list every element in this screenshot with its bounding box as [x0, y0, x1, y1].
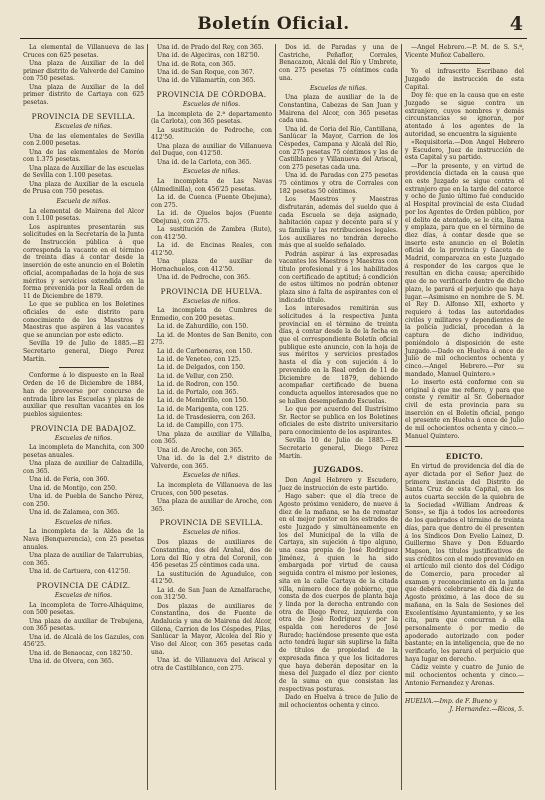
separator-rule [405, 446, 524, 447]
paragraph: Una plaza de auxiliar de Hornachuelos, con 412'50. [151, 258, 272, 273]
paragraph: Podrán aspirar á las expresadas vacantes los Maestros y Maestras con título profesional y á los habilitados con certificado de aptitud; á condición de estos últimos no podrán obtener plaza sino á falta de aspirantes con el indicado título. [279, 250, 398, 304]
paragraph: Una id. de Villamartín, con 365. [157, 77, 256, 85]
paragraph: La sustitución de Zambra (Rute), con 412'50. [151, 226, 272, 241]
paragraph: Yo el infrascrito Escribano del Juzgado de instrucción de esta Capital. [405, 68, 524, 91]
section-heading: PROVINCIA DE SEVILLA. [159, 518, 264, 528]
paragraph: La incompleta de Cumbres de Enmedio, con 200 pesetas. [151, 307, 272, 323]
paragraph: Dos plazas de auxiliares de Constantina, dos del Arahal, dos de Lora del Río y otra del Coronil, con 456 pesetas 25 céntimos cada una. [151, 539, 272, 570]
paragraph: Una plaza de auxiliar de Aroche, con 365. [151, 498, 272, 513]
paragraph: Lo que por acuerdo del Ilustrísimo Sr. Rector se publica en los Boletines oficiales de este distrito universitario para conocimiento de los aspirantes. [279, 405, 398, 437]
paragraph: La id. de Vellur, con 250. [157, 372, 234, 380]
paragraph: Una id. de Aroche, con 365. [157, 446, 244, 454]
paragraph: La id. de Delgados, con 150. [157, 364, 245, 372]
paragraph: Una plaza de Auxiliar de la escuela de Prusa con 750 pesetas. [23, 180, 144, 196]
paragraph: —Angel Hebrero.—P. M. de S. S.ª, Vicente Muñoz Caballero. [405, 44, 524, 59]
paragraph: Una plaza de Auxiliar de las escuelas de Sevilla con 1.100 pesetas. [23, 164, 144, 180]
column-3 [275, 44, 401, 790]
paragraph: Sevilla 10 de Julio de 1885.—El Secretario general, Diego Perez Martín. [279, 437, 398, 460]
paragraph: La incompleta de Las Navas (Almedinilla), con 456'25 pesetas. [151, 178, 272, 193]
paragraph: Una de las elementales de Sevilla con 2.000 pesetas. [23, 132, 144, 148]
paragraph: La id. de Trasdesierra, con 263. [157, 414, 256, 422]
paragraph: Una id. de Prado del Rey, con 365. [157, 44, 264, 51]
subsection-heading: Escuela de niños. [56, 197, 111, 205]
paragraph: La id. de Montes de San Benito, con 275. [151, 331, 272, 347]
separator-rule [59, 367, 109, 368]
section-heading: PROVINCIA DE HUELVA. [160, 286, 263, 296]
paragraph: Una plaza de auxiliar de Villalba, con 365. [151, 430, 272, 446]
paragraph: La id. de Campillo, con 175. [157, 422, 244, 430]
subsection-heading: Escuelas de niños. [182, 529, 241, 537]
paragraph: La id. de Veneteo, con 125. [157, 356, 241, 363]
paragraph: La sustitución de Pedroche, con 412'50. [151, 126, 272, 142]
paragraph: Una id. de Paradas con 275 pesetas 75 céntimos y otra de Corrales con 182 pesetas 50 céntimos. [279, 172, 398, 195]
subsection-heading: Escuelas de niños. [182, 297, 241, 305]
paragraph: La id. de Ojuelos bajos (Fuente Obejuna), con 275. [151, 210, 272, 225]
paragraph: Una id. de Benaocaz, con 182'50. [29, 649, 133, 657]
paragraph: Una id. de Puebla de Sancho Pérez, con 250. [23, 492, 144, 508]
notice-heading: EDICTO. [445, 451, 484, 461]
paragraph: La id. de Zahurdillo, con 150. [157, 323, 249, 331]
imprint-place: HUELVA.—Imp. de F. Bueno y [405, 698, 498, 706]
paragraph: Una plaza de auxiliar de Talarrubias, con 365. [23, 552, 144, 567]
subsection-heading: Escuelas de niños. [54, 434, 113, 442]
paragraph: Una id. de Olvera, con 365. [29, 657, 114, 665]
paragraph: La incompleta de la Aldea de la Nava (Benquerencia), con 25 pesetas anuales. [23, 528, 144, 551]
paragraph: Una plaza de auxiliar de Trebujena, con 365 pesetas. [23, 617, 144, 633]
paragraph: La incompleta de Torre-Alháquime, con 500 pesetas. [23, 601, 144, 617]
paragraph: Una id. de la del 2.º distrito de Valverde, con 365. [151, 454, 272, 470]
paragraph: Cádiz veinte y cuatro de Junio de mil ochocientos ochenta y cinco.—Antonio Fernandez y Arenas. [405, 664, 524, 687]
paragraph: Una id. de Algeciras, con 182'50. [157, 52, 260, 60]
paragraph: La id. de Rodron, con 150. [157, 380, 239, 388]
section-heading: PROVINCIA DE CÁDIZ. [36, 580, 131, 590]
paragraph: La id. de Encinas Reales, con 412'50. [151, 242, 272, 257]
column-4 [401, 44, 527, 790]
paragraph: «Requisitoria.—Don Angel Hebrero y Escudero, Juez de instrucción de esta Capital y su partido. [405, 138, 524, 162]
paragraph: Una plaza de auxiliar de Villanueva del Duque, con 412'50. [151, 142, 272, 158]
paragraph: La id. de Membrillo, con 150. [157, 397, 249, 405]
paragraph: Lo inserto está conforme con su original á que me refiero, y para que conste y remitir al Sr. Gobernador civil de esta provincia para su inserción en el Boletín oficial, pongo el presente en Huelva á once de Julio de mil ochocientos ochenta y cinco.—Manuel Quintero. [405, 378, 524, 440]
paragraph: Una id. de Feria, con 360. [29, 476, 110, 484]
paragraph: Dos plazas de auxiliares de Constantina, dos de Fuente de Andalucía y una de Mairena del Alcor, Gilena, Carrion de los Céspedes, Pilas, Sanlúcar la Mayor, Alcolea del Río y Viso del Alcor, con 365 pesetas cada una. [151, 602, 272, 656]
paragraph: Una id. de Rota, con 365. [157, 60, 236, 68]
subsection-heading: Escuelas de niñas. [182, 168, 241, 176]
paragraph: Dado en Huelva á trece de Julio de mil ochocientos ochenta y cinco. [279, 694, 398, 709]
subsection-heading: Escuelas de niñas. [54, 122, 113, 130]
newspaper-title: Boletín Oficial. [197, 14, 350, 34]
paragraph: Sevilla 19 de Julio de 1885.—El Secretario general, Diego Perez Martín. [23, 340, 144, 363]
paragraph: La id. de Cuenca (Fuente Obejuna), con 275. [151, 194, 272, 209]
subsection-heading: Escuelas de niños. [54, 591, 113, 599]
notice-heading: JUZGADOS. [313, 465, 364, 475]
text-columns [20, 44, 527, 790]
separator-rule [440, 63, 490, 64]
paragraph: Dos id. de Paradas y una de Castriche, Peñaflor, Corrales, Benacazon, Alcalá del Río y Umbrete, con 275 pesetas 75 céntimos cada una. [279, 44, 398, 82]
paragraph: Una id. de la Carlota, con 365. [157, 158, 252, 166]
paragraph: Una id. de San Roque, con 367. [157, 68, 255, 76]
column-1 [20, 44, 147, 790]
paragraph: En virtud de providencia del día de ayer dictada por el Señor Juez de primera instancia del Distrito de Santa Cruz de esta Capital, en los autos cuarta sección de la quiebra de la Sociedad «William Andreas & Sons», se fija á todos los acreedores de los quebrados el término de treinta días, para que dentro de él presenten á los Síndicos Don Evelio Lainez, D. Guillermo Shave y Don Eduardo Mapson, los títulos justificativos de sus créditos con el modo prevenido en el artículo mil ciento dos del Código de Comercio, para proceder al examen y reconocimiento en la junta que deberá celebrarse el día diez de Agosto próximo, á las doce de su mañana, en la Sala de Sesiones del Excelentísimo Ayuntamiento, y se les cita, para que concurran á ella personalmente ó por medio de apoderado autorizado con poder bastante; en la inteligencia, que de no verificarlo, les parará el perjuicio que haya lugar en derecho. [405, 463, 524, 663]
column-4-body [405, 44, 524, 693]
paragraph: Una id. de Zalamea, con 365. [29, 508, 120, 516]
page-header [20, 8, 527, 39]
paragraph: Los Maestros y Maestras disfrutarán, además del sueldo que á cada Escuela se deja asignado, habitación capaz y decente para sí y su familia y las retribuciones legales. Los auxiliares no tendrán derecho más que al sueldo señalado. [279, 196, 398, 250]
paragraph: Una id. de Villanueva del Ariscal y otra de Castilblanco, con 275. [151, 657, 272, 672]
page-number: 4 [509, 13, 523, 35]
paragraph: Los aspirantes presentarán sus solicitudes en la Secretaría de la Junta de Instrucción pública á que corresponda la vacante en el término de treinta días á contar desde la inserción de este anuncio en el Boletín oficial, acompañadas de la hoja de sus méritos y servicios extendida en la forma prevenida por la Real orden de 11 de Diciembre de 1879. [23, 223, 144, 300]
paragraph: Una id. de Montijo, con 250. [29, 484, 117, 492]
imprint [405, 698, 524, 706]
section-heading: PROVINCIA DE SEVILLA. [31, 111, 136, 121]
section-heading: PROVINCIA DE BADAJOZ. [30, 423, 137, 433]
paragraph: La id. de Portalo, con 365. [157, 389, 239, 397]
paragraph: La id. de Marigenta, con 125. [157, 405, 249, 413]
paragraph: Los interesados remitirán sus solicitudes á la respectiva Junta provincial en el término de treinta días, á contar desde la de la fecha en que el correspondiente Boletín oficial publique este anuncio, con la hoja de sus méritos y servicios prestados hasta el día y con sujeción á lo prevenido en la Real orden de 11 de Diciembre de 1879, debiendo acompañar certificado de buena conducta aquellos interesados que no se hallen desempeñando Escuelas. [279, 305, 398, 405]
paragraph: Una plaza de auxiliar de la de Constantina, Cabezas de San Juan y Mairena del Alcor, con 365 pesetas cada una. [279, 94, 398, 125]
paragraph: La incompleta de Manchita, con 300 pesetas anuales. [23, 444, 144, 460]
paragraph: —Por la presente, y en virtud de providencia dictada en la causa que en este Juzgado se sigue contra el extranjero que en la tarde del catorce y ocho de Junio último fué conducido al Hospital provincial de esta Ciudad por los Agentes de Orden público, por el delito de atentado, se le cita, llama y emplaza, para que en el término de diez días, á contar desde que se inserte este anuncio en el Boletín oficial de la provincia y Gaceta de Madrid, comparezca en este Juzgado á responder de los cargos que le resultan en dicha causa; apercibido que de no verificarlo dentro de dicho plazo, le parará el perjuicio que haya lugar.—Asimismo en nombre de S. M. el Rey D. Alfonso XII, exhorto y requiero á todas las autoridades civiles y militares y dependientes de la policía judicial, procedan á la captura de dicho individuo, poniéndolo á disposición de este Juzgado.—Dado en Huelva á once de Julio de mil ochocientos ochenta y cinco.—Angel Hebrero.—Por su mandado, Manuel Quintero.» [405, 162, 524, 378]
paragraph: La id. de San Juan de Aznalfarache, con 312'50. [151, 586, 272, 602]
paragraph: Una id. de Coria del Río, Cantillana, Sanlúcar la Mayor, Carrion de los Céspedes, Campana y Alcalá del Río, con 275 pesetas 75 céntimos y las de Castilblanco y Villanueva del Ariscal, con 275 pesetas cada una. [279, 125, 398, 172]
imprint-printer: J. Hernandez.—Ricos, 5. [449, 705, 524, 713]
paragraph: Hago saber: que el día trece de Agosto próximo venidero, de nueve á diez de la mañana, se ha de rematar en el mejor postor en los estrados de este Juzgado y simultáneamente en los del Municipal de la villa de Cartaya, sin sujeción á tipo alguno, una casa propia de José Rodríguez Jiménez, á quien le ha sido embargada por virtud de causa seguida contra el mismo por lesiones, sita en la calle Cartaya de la citada villa, número doce de gobierno, que consta de dos cuerpos de planta baja y linda por la derecha entrando con otra de Diego Perez, izquierda con otra de José Rodríguez y por la espalda con herederos de José Rurado; haciéndose presente que esta acto tendrá lugar sin suplirse la falta de títulos de propiedad de la expresada finca y que los licitadores que haya deberán depositar en la mesa del Juzgado el diez por ciento de la suma en que consistan las respectivas posturas. [279, 493, 398, 693]
paragraph: Lo que se publica en los Boletines oficiales de este distrito para conocimiento de los Maestros y Maestras que aspiren á las vacantes que se anuncian por este edicto. [23, 301, 144, 340]
paragraph: Don Angel Hebrero y Escudero, Juez de instrucción de este partido. [279, 477, 398, 492]
separator-rule [405, 692, 524, 693]
paragraph: Doy fé: que en la causa que en este Juzgado se sigue contra un extranjero, cuyos nombres y demás circunstancias se ignoran, por atentado á los agentes de la autoridad, se encuentra la siguiente [405, 92, 524, 138]
subsection-heading: Escuelas de niñas. [54, 518, 113, 526]
paragraph: La incompleta de Villanueva de las Cruces, con 500 pesetas. [151, 482, 272, 497]
paragraph: Una id. de Cartuera, con 412'50. [29, 568, 131, 576]
paragraph: Una id. de Pedroche, con 365. [157, 274, 251, 281]
paragraph: Una plaza de Auxiliar de la del primer distrito de Valverde del Camino con 750 pesetas. [23, 60, 144, 83]
subsection-heading: Escuelas de niñas. [182, 472, 241, 480]
column-2 [147, 44, 275, 790]
paragraph: La incompleta de 2.ª departamento (la Carlota), con 365 pesetas. [151, 110, 272, 126]
paragraph: La id. de Carboneras, con 150. [157, 347, 253, 355]
paragraph: La elemental de Villanueva de las Cruces con 625 pesetas. [23, 44, 144, 59]
paragraph: Una plaza de Auxiliar de la del primer distrito de Cartaya con 625 pesetas. [23, 83, 144, 107]
subsection-heading: Escuelas de niños. [182, 100, 241, 108]
section-heading: PROVINCIA DE CÓRDOBA. [156, 89, 267, 99]
paragraph: Una id. de Alcalá de los Gazules, con 456'25. [23, 633, 144, 649]
paragraph: La elemental de Mairena del Alcor con 1.100 pesetas. [23, 207, 144, 223]
paragraph: Una de las elementales de Morón con 1.375 pesetas. [23, 148, 144, 164]
paragraph: Una plaza de auxiliar de Calzadilla, con 365. [23, 460, 144, 476]
paragraph: Conforme á lo dispuesto en la Real Orden de 16 de Diciembre de 1884, han de proveerse por concurso de entrada libre las Escuelas y plazas de auxiliar que resultan vacantes en los pueblos siguientes: [23, 372, 144, 418]
paragraph: La sustitución de Aguadulce, con 412'50. [151, 570, 272, 586]
subsection-heading: Escuelas de niñas. [309, 84, 368, 92]
